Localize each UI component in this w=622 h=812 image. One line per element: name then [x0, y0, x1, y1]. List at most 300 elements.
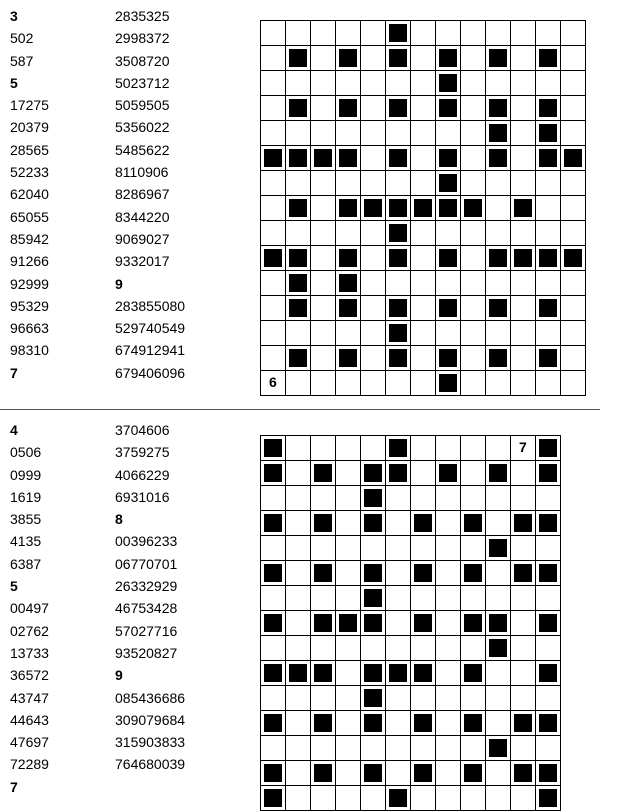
grid-cell-black[interactable]: [385, 460, 411, 486]
grid-cell[interactable]: [535, 70, 561, 96]
grid-cell-black[interactable]: [535, 560, 561, 586]
grid-cell[interactable]: [285, 710, 311, 736]
grid-cell-black[interactable]: [410, 510, 436, 536]
grid-cell-black[interactable]: [360, 510, 386, 536]
grid-cell-black[interactable]: [535, 295, 561, 321]
grid-cell-black[interactable]: [310, 145, 336, 171]
grid-cell-black[interactable]: [435, 70, 461, 96]
grid-cell[interactable]: [360, 295, 386, 321]
grid-cell-black[interactable]: [485, 460, 511, 486]
grid-cell[interactable]: [360, 70, 386, 96]
grid-cell[interactable]: [510, 45, 536, 71]
grid-cell-black[interactable]: [510, 195, 536, 221]
grid-cell-black[interactable]: [360, 460, 386, 486]
grid-cell[interactable]: [260, 20, 286, 46]
grid-cell[interactable]: [460, 460, 486, 486]
grid-cell-black[interactable]: [260, 760, 286, 786]
grid-cell[interactable]: [385, 760, 411, 786]
grid-cell[interactable]: [410, 220, 436, 246]
grid-cell[interactable]: [560, 195, 586, 221]
grid-cell[interactable]: [310, 195, 336, 221]
grid-cell[interactable]: [335, 635, 361, 661]
grid-cell-black[interactable]: [385, 345, 411, 371]
grid-cell[interactable]: [460, 95, 486, 121]
grid-cell[interactable]: [385, 710, 411, 736]
grid-cell[interactable]: [435, 760, 461, 786]
grid-cell[interactable]: [510, 460, 536, 486]
grid-cell[interactable]: [410, 685, 436, 711]
grid-cell[interactable]: [360, 95, 386, 121]
grid-cell[interactable]: [435, 585, 461, 611]
grid-cell[interactable]: [435, 685, 461, 711]
grid-cell[interactable]: [435, 510, 461, 536]
grid-cell-black[interactable]: [485, 535, 511, 561]
grid-cell[interactable]: [460, 345, 486, 371]
grid-cell-black[interactable]: [360, 585, 386, 611]
grid-cell[interactable]: [385, 370, 411, 396]
grid-cell-black[interactable]: [335, 145, 361, 171]
grid-cell[interactable]: [410, 20, 436, 46]
grid-cell-black[interactable]: [385, 95, 411, 121]
grid-cell[interactable]: [535, 195, 561, 221]
grid-cell[interactable]: [460, 320, 486, 346]
grid-cell-black[interactable]: [510, 710, 536, 736]
grid-cell[interactable]: [260, 485, 286, 511]
grid-cell[interactable]: [510, 170, 536, 196]
grid-cell[interactable]: [510, 295, 536, 321]
grid-cell[interactable]: [460, 370, 486, 396]
grid-cell[interactable]: [310, 170, 336, 196]
grid-cell[interactable]: [410, 245, 436, 271]
grid-cell[interactable]: [410, 70, 436, 96]
grid-cell[interactable]: [360, 220, 386, 246]
grid-cell-black[interactable]: [435, 45, 461, 71]
grid-cell[interactable]: [285, 735, 311, 761]
grid-cell-black[interactable]: [260, 785, 286, 811]
grid-cell[interactable]: [460, 635, 486, 661]
grid-cell[interactable]: [260, 295, 286, 321]
grid-cell-black[interactable]: [260, 610, 286, 636]
grid-cell[interactable]: [510, 635, 536, 661]
grid-cell-black[interactable]: [335, 45, 361, 71]
grid-cell[interactable]: [310, 245, 336, 271]
grid-cell-black[interactable]: [535, 245, 561, 271]
grid-cell[interactable]: [260, 320, 286, 346]
grid-cell-black[interactable]: [410, 760, 436, 786]
grid-cell-black[interactable]: [535, 145, 561, 171]
grid-cell-black[interactable]: [260, 560, 286, 586]
grid-cell-black[interactable]: [260, 460, 286, 486]
grid-cell[interactable]: [510, 685, 536, 711]
grid-cell[interactable]: [310, 485, 336, 511]
grid-cell[interactable]: [310, 585, 336, 611]
grid-cell-black[interactable]: [310, 460, 336, 486]
grid-cell[interactable]: [485, 435, 511, 461]
grid-cell-black[interactable]: [285, 245, 311, 271]
grid-cell[interactable]: [385, 170, 411, 196]
grid-cell[interactable]: [435, 270, 461, 296]
grid-cell[interactable]: [510, 95, 536, 121]
grid-cell-black[interactable]: [360, 560, 386, 586]
grid-cell[interactable]: [335, 460, 361, 486]
grid-cell[interactable]: [310, 220, 336, 246]
grid-cell[interactable]: [260, 220, 286, 246]
grid-cell-black[interactable]: [460, 560, 486, 586]
grid-cell[interactable]: [460, 170, 486, 196]
grid-cell[interactable]: [460, 245, 486, 271]
grid-cell[interactable]: [435, 560, 461, 586]
grid-cell-black[interactable]: [335, 345, 361, 371]
grid-cell-black[interactable]: [485, 635, 511, 661]
grid-cell-black[interactable]: [360, 710, 386, 736]
grid-cell-black[interactable]: [485, 295, 511, 321]
grid-cell[interactable]: [385, 610, 411, 636]
grid-cell[interactable]: [410, 95, 436, 121]
grid-cell-black[interactable]: [285, 95, 311, 121]
grid-cell-black[interactable]: [285, 270, 311, 296]
grid-cell[interactable]: [385, 510, 411, 536]
grid-cell[interactable]: [410, 785, 436, 811]
grid-cell[interactable]: [435, 735, 461, 761]
grid-cell[interactable]: [435, 710, 461, 736]
grid-cell[interactable]: [510, 145, 536, 171]
grid-cell-black[interactable]: [385, 20, 411, 46]
grid-cell[interactable]: [335, 370, 361, 396]
grid-cell[interactable]: [535, 270, 561, 296]
grid-cell[interactable]: [410, 735, 436, 761]
grid-cell[interactable]: [510, 20, 536, 46]
grid-cell-black[interactable]: [385, 195, 411, 221]
grid-cell-black[interactable]: [310, 510, 336, 536]
grid-cell[interactable]: [410, 460, 436, 486]
grid-cell-black[interactable]: [560, 145, 586, 171]
grid-cell[interactable]: [385, 685, 411, 711]
grid-cell[interactable]: [485, 320, 511, 346]
grid-cell[interactable]: [410, 45, 436, 71]
grid-cell[interactable]: [335, 170, 361, 196]
grid-cell-black[interactable]: [285, 195, 311, 221]
grid-cell[interactable]: [360, 320, 386, 346]
grid-cell-black[interactable]: [410, 610, 436, 636]
grid-cell[interactable]: [435, 435, 461, 461]
grid-cell[interactable]: [285, 120, 311, 146]
grid-cell[interactable]: [335, 660, 361, 686]
grid-cell[interactable]: [485, 585, 511, 611]
grid-cell[interactable]: [285, 170, 311, 196]
grid-cell[interactable]: [260, 685, 286, 711]
grid-cell[interactable]: [335, 535, 361, 561]
grid-cell[interactable]: [460, 485, 486, 511]
grid-cell[interactable]: [485, 220, 511, 246]
grid-cell[interactable]: [260, 170, 286, 196]
grid-cell[interactable]: [310, 120, 336, 146]
grid-cell-black[interactable]: [535, 610, 561, 636]
grid-cell-black[interactable]: [360, 610, 386, 636]
grid-cell[interactable]: [385, 735, 411, 761]
grid-cell-black[interactable]: [510, 760, 536, 786]
grid-cell-black[interactable]: [535, 345, 561, 371]
grid-cell[interactable]: [485, 70, 511, 96]
grid-cell-black[interactable]: [260, 435, 286, 461]
grid-cell-black[interactable]: [435, 295, 461, 321]
grid-cell-black[interactable]: [360, 485, 386, 511]
grid-cell[interactable]: [410, 170, 436, 196]
grid-cell[interactable]: [385, 585, 411, 611]
grid-cell[interactable]: [560, 220, 586, 246]
grid-cell[interactable]: [410, 370, 436, 396]
grid-cell-black[interactable]: [535, 510, 561, 536]
grid-cell[interactable]: [535, 370, 561, 396]
grid-cell[interactable]: [510, 660, 536, 686]
grid-cell[interactable]: [535, 220, 561, 246]
grid-cell-black[interactable]: [510, 245, 536, 271]
grid-cell[interactable]: [285, 320, 311, 346]
grid-cell-black[interactable]: [535, 460, 561, 486]
grid-cell[interactable]: [410, 320, 436, 346]
grid-cell[interactable]: [435, 535, 461, 561]
grid-cell[interactable]: [535, 20, 561, 46]
grid-cell[interactable]: [360, 370, 386, 396]
grid-cell[interactable]: [260, 270, 286, 296]
grid-cell-black[interactable]: [335, 245, 361, 271]
grid-cell[interactable]: [285, 220, 311, 246]
grid-cell-black[interactable]: [310, 660, 336, 686]
grid-cell[interactable]: [560, 95, 586, 121]
grid-cell[interactable]: [510, 270, 536, 296]
grid-cell-black[interactable]: [485, 45, 511, 71]
grid-cell-black[interactable]: [310, 610, 336, 636]
grid-cell[interactable]: [335, 785, 361, 811]
grid-cell[interactable]: [435, 320, 461, 346]
grid-cell[interactable]: [285, 20, 311, 46]
grid-cell[interactable]: [360, 735, 386, 761]
grid-cell[interactable]: [385, 535, 411, 561]
grid-cell-black[interactable]: [485, 735, 511, 761]
grid-cell[interactable]: [335, 760, 361, 786]
grid-cell[interactable]: [410, 635, 436, 661]
grid-cell[interactable]: [260, 345, 286, 371]
grid-cell-black[interactable]: [460, 660, 486, 686]
grid-cell-black[interactable]: [385, 660, 411, 686]
grid-cell[interactable]: [285, 560, 311, 586]
grid-cell-black[interactable]: [435, 345, 461, 371]
grid-cell[interactable]: [435, 785, 461, 811]
grid-cell[interactable]: [460, 785, 486, 811]
grid-cell[interactable]: [260, 70, 286, 96]
grid-cell[interactable]: [260, 370, 286, 396]
grid-cell[interactable]: [385, 270, 411, 296]
grid-cell-black[interactable]: [260, 510, 286, 536]
grid-cell[interactable]: [460, 145, 486, 171]
grid-cell[interactable]: [560, 170, 586, 196]
grid-cell[interactable]: [460, 685, 486, 711]
grid-cell-black[interactable]: [535, 120, 561, 146]
grid-cell[interactable]: [535, 320, 561, 346]
grid-cell[interactable]: [485, 685, 511, 711]
grid-cell-black[interactable]: [410, 660, 436, 686]
grid-cell-black[interactable]: [385, 295, 411, 321]
grid-cell[interactable]: [410, 585, 436, 611]
grid-cell[interactable]: [435, 20, 461, 46]
grid-cell[interactable]: [460, 435, 486, 461]
grid-cell[interactable]: [435, 220, 461, 246]
grid-cell[interactable]: [260, 635, 286, 661]
grid-cell[interactable]: [360, 45, 386, 71]
grid-cell-black[interactable]: [410, 195, 436, 221]
grid-cell-black[interactable]: [360, 760, 386, 786]
grid-cell[interactable]: [560, 120, 586, 146]
grid-cell[interactable]: [260, 195, 286, 221]
grid-cell[interactable]: [485, 270, 511, 296]
grid-cell-black[interactable]: [410, 710, 436, 736]
grid-cell[interactable]: [435, 120, 461, 146]
grid-cell[interactable]: [460, 535, 486, 561]
grid-cell[interactable]: [560, 295, 586, 321]
grid-cell-black[interactable]: [385, 785, 411, 811]
grid-cell[interactable]: [560, 20, 586, 46]
grid-cell-black[interactable]: [385, 45, 411, 71]
grid-cell[interactable]: [310, 320, 336, 346]
grid-cell-black[interactable]: [460, 760, 486, 786]
grid-cell[interactable]: [460, 220, 486, 246]
grid-cell-black[interactable]: [510, 510, 536, 536]
grid-cell[interactable]: [360, 535, 386, 561]
grid-cell[interactable]: [310, 370, 336, 396]
grid-cell[interactable]: [285, 785, 311, 811]
grid-cell[interactable]: [385, 485, 411, 511]
grid-cell[interactable]: [485, 560, 511, 586]
grid-cell-black[interactable]: [485, 610, 511, 636]
grid-cell-black[interactable]: [435, 195, 461, 221]
grid-cell[interactable]: [360, 270, 386, 296]
grid-cell[interactable]: [385, 635, 411, 661]
grid-cell[interactable]: [410, 120, 436, 146]
grid-cell[interactable]: [560, 370, 586, 396]
grid-cell[interactable]: [535, 635, 561, 661]
grid-cell[interactable]: [560, 45, 586, 71]
grid-cell-black[interactable]: [260, 710, 286, 736]
grid-cell-black[interactable]: [285, 145, 311, 171]
grid-cell-black[interactable]: [260, 245, 286, 271]
grid-cell-black[interactable]: [460, 510, 486, 536]
grid-cell-black[interactable]: [385, 145, 411, 171]
grid-cell[interactable]: [260, 585, 286, 611]
grid-cell[interactable]: [535, 485, 561, 511]
grid-cell[interactable]: [360, 20, 386, 46]
grid-cell[interactable]: [485, 785, 511, 811]
grid-cell[interactable]: [335, 320, 361, 346]
grid-cell[interactable]: [410, 435, 436, 461]
grid-cell[interactable]: [510, 585, 536, 611]
grid-cell[interactable]: [510, 370, 536, 396]
grid-cell[interactable]: [285, 685, 311, 711]
grid-cell[interactable]: [535, 170, 561, 196]
grid-cell-black[interactable]: [535, 95, 561, 121]
grid-cell-black[interactable]: [335, 610, 361, 636]
grid-cell-black[interactable]: [285, 660, 311, 686]
grid-cell[interactable]: [410, 345, 436, 371]
grid-cell-black[interactable]: [310, 760, 336, 786]
grid-cell[interactable]: [385, 560, 411, 586]
grid-cell[interactable]: [560, 70, 586, 96]
grid-cell[interactable]: [260, 120, 286, 146]
grid-cell-black[interactable]: [410, 560, 436, 586]
grid-cell-black[interactable]: [510, 560, 536, 586]
grid-cell-black[interactable]: [535, 785, 561, 811]
grid-cell[interactable]: [285, 535, 311, 561]
grid-cell-black[interactable]: [360, 685, 386, 711]
grid-cell[interactable]: [360, 145, 386, 171]
grid-cell-black[interactable]: [535, 710, 561, 736]
grid-cell[interactable]: [560, 270, 586, 296]
grid-cell-black[interactable]: [435, 460, 461, 486]
grid-cell[interactable]: [335, 710, 361, 736]
grid-cell[interactable]: [410, 270, 436, 296]
grid-cell-black[interactable]: [460, 610, 486, 636]
grid-cell[interactable]: [435, 660, 461, 686]
grid-cell[interactable]: [510, 785, 536, 811]
grid-cell-black[interactable]: [360, 660, 386, 686]
grid-cell[interactable]: [560, 320, 586, 346]
grid-cell[interactable]: [285, 610, 311, 636]
grid-cell[interactable]: [460, 270, 486, 296]
grid-cell[interactable]: [485, 660, 511, 686]
grid-cell[interactable]: [335, 560, 361, 586]
grid-cell[interactable]: [285, 585, 311, 611]
grid-cell-black[interactable]: [435, 145, 461, 171]
grid-cell[interactable]: [335, 120, 361, 146]
grid-cell-black[interactable]: [435, 245, 461, 271]
grid-cell-black[interactable]: [485, 120, 511, 146]
grid-cell-black[interactable]: [435, 95, 461, 121]
grid-cell[interactable]: [535, 735, 561, 761]
grid-cell[interactable]: [285, 635, 311, 661]
grid-cell[interactable]: [485, 20, 511, 46]
grid-cell[interactable]: [260, 535, 286, 561]
grid-cell[interactable]: [510, 120, 536, 146]
grid-cell[interactable]: [310, 785, 336, 811]
grid-cell-black[interactable]: [460, 710, 486, 736]
grid-cell[interactable]: [485, 710, 511, 736]
grid-cell[interactable]: [510, 345, 536, 371]
grid-cell-black[interactable]: [535, 435, 561, 461]
grid-cell[interactable]: [510, 320, 536, 346]
grid-cell[interactable]: [335, 585, 361, 611]
grid-cell[interactable]: [535, 685, 561, 711]
grid-cell[interactable]: [460, 295, 486, 321]
grid-cell-black[interactable]: [260, 145, 286, 171]
grid-cell[interactable]: [335, 735, 361, 761]
grid-cell[interactable]: [535, 585, 561, 611]
grid-cell[interactable]: [410, 485, 436, 511]
grid-cell-black[interactable]: [485, 345, 511, 371]
grid-cell[interactable]: [260, 735, 286, 761]
grid-cell[interactable]: [285, 460, 311, 486]
grid-cell[interactable]: [310, 95, 336, 121]
grid-cell-black[interactable]: [285, 45, 311, 71]
grid-cell-black[interactable]: [485, 245, 511, 271]
grid-cell-black[interactable]: [335, 195, 361, 221]
grid-cell[interactable]: [310, 295, 336, 321]
grid-cell[interactable]: [335, 70, 361, 96]
grid-cell[interactable]: [285, 485, 311, 511]
grid-cell[interactable]: [360, 170, 386, 196]
grid-cell[interactable]: [310, 45, 336, 71]
grid-cell[interactable]: [435, 635, 461, 661]
grid-cell-black[interactable]: [435, 170, 461, 196]
grid-cell[interactable]: [435, 610, 461, 636]
grid-cell-black[interactable]: [310, 560, 336, 586]
